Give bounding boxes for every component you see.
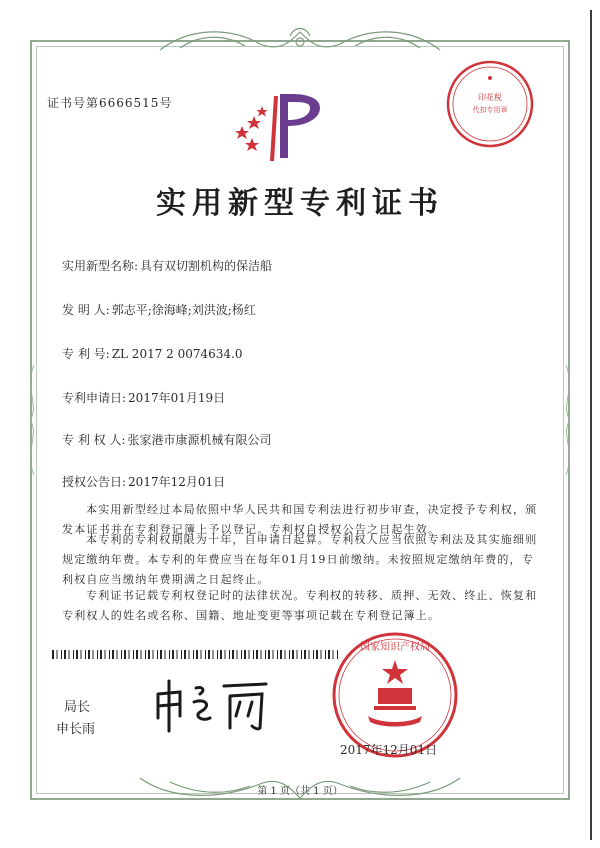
- barcode-bar: [225, 650, 226, 659]
- svg-text:国家知识产权局: 国家知识产权局: [360, 642, 430, 653]
- paragraph-grant: 本实用新型经过本局依照中华人民共和国专利法进行初步审查，决定授予专利权，颁发本证书并在专利登记簿上予以登记。专利权自授权公告之日起生效。: [62, 503, 538, 536]
- barcode-bar: [160, 650, 162, 659]
- barcode-bar: [157, 650, 158, 659]
- barcode-bar: [85, 650, 86, 659]
- barcode-bar: [201, 650, 202, 659]
- barcode-bar: [169, 650, 170, 659]
- barcode-bar: [124, 650, 126, 659]
- barcode-bar: [109, 650, 110, 659]
- certificate-title: 实用新型专利证书: [156, 186, 444, 221]
- barcode-bar: [81, 650, 82, 659]
- svg-text:代扣专用章: 代扣专用章: [472, 106, 508, 114]
- barcode-bar: [61, 650, 62, 659]
- barcode-bar: [217, 650, 218, 659]
- cnipa-logo-icon: [232, 86, 332, 166]
- barcode-bar: [76, 650, 78, 659]
- page-footer: 第 1 页（共 1 页）: [257, 786, 343, 797]
- barcode-bar: [265, 650, 266, 659]
- director-signature: [150, 676, 280, 736]
- agency-seal: [444, 58, 536, 150]
- barcode-bar: [172, 650, 174, 659]
- left-ornament: [22, 360, 42, 480]
- barcode-bar: [117, 650, 118, 659]
- barcode-bar: [244, 650, 246, 659]
- barcode-bar: [301, 650, 302, 659]
- barcode-bar: [220, 650, 222, 659]
- barcode-bar: [105, 650, 106, 659]
- barcode-bar: [184, 650, 186, 659]
- barcode-bar: [229, 650, 230, 659]
- barcode-bar: [153, 650, 154, 659]
- certificate-number: 证书号第6666515号: [47, 96, 173, 110]
- barcode-bar: [213, 650, 214, 659]
- field-patent-number: [62, 345, 243, 362]
- svg-text:印花税: 印花税: [478, 93, 502, 102]
- field-value: 具有双切割机构的保洁船: [140, 259, 273, 273]
- field-value: ZL 2017 2 0074634.0: [111, 347, 243, 361]
- field-patentee: [62, 431, 272, 448]
- paragraph-legal-status: 专利证书记载专利权登记时的法律状况。专利权的转移、质押、无效、终止、恢复和专利权人的姓名或名称、国籍、地址变更等事项记载在专利登记簿上。: [62, 589, 538, 622]
- barcode-bar: [289, 650, 290, 659]
- barcode-bar: [136, 650, 138, 659]
- barcode-bar: [232, 650, 234, 659]
- barcode-bar: [57, 650, 58, 659]
- barcode-bar: [292, 650, 294, 659]
- barcode-bar: [100, 650, 102, 659]
- barcode-bar: [133, 650, 134, 659]
- field-inventors: [62, 301, 256, 318]
- right-ornament: [558, 360, 578, 480]
- field-value: 张家港市康源机械有限公司: [127, 433, 272, 447]
- director-name: 申长雨: [56, 722, 96, 737]
- barcode-bar: [325, 650, 326, 659]
- field-utility-model-name: [62, 257, 272, 274]
- barcode-bar: [256, 650, 258, 659]
- barcode: [52, 650, 340, 659]
- field-value: 2017年01月19日: [128, 391, 226, 405]
- barcode-bar: [196, 650, 198, 659]
- field-grant-date: [62, 473, 225, 490]
- barcode-bar: [241, 650, 242, 659]
- barcode-bar: [177, 650, 178, 659]
- barcode-bar: [304, 650, 306, 659]
- barcode-bar: [97, 650, 98, 659]
- barcode-bar: [121, 650, 122, 659]
- barcode-bar: [313, 650, 314, 659]
- field-application-date: [62, 389, 225, 406]
- barcode-bar: [181, 650, 182, 659]
- barcode-bar: [321, 650, 322, 659]
- scan-edge-line: [590, 10, 592, 840]
- barcode-bar: [316, 650, 318, 659]
- field-label: 发 明 人:: [62, 303, 110, 317]
- field-label: 授权公告日:: [62, 475, 127, 489]
- barcode-bar: [165, 650, 166, 659]
- barcode-bar: [193, 650, 194, 659]
- barcode-bar: [189, 650, 190, 659]
- paragraph-term: 本专利的专利权期限为十年，自申请日起算。专利权人应当依照专利法及其实施细则规定缴纳年费。本专利的年费应当在每年01月19日前缴纳。未按照规定缴纳年费的，专利权自应当缴纳年费期满之日起终止。: [62, 533, 538, 586]
- barcode-bar: [205, 650, 206, 659]
- barcode-bar: [141, 650, 142, 659]
- barcode-bar: [253, 650, 254, 659]
- barcode-bar: [69, 650, 70, 659]
- barcode-bar: [309, 650, 310, 659]
- barcode-bar: [88, 650, 90, 659]
- barcode-bar: [64, 650, 66, 659]
- field-value: 郭志平;徐海峰;刘洪波;杨红: [111, 303, 256, 317]
- seal-date: 2017年12月01日: [340, 743, 438, 757]
- field-label: 专 利 号:: [62, 347, 110, 361]
- barcode-bar: [285, 650, 286, 659]
- barcode-bar: [112, 650, 114, 659]
- field-label: 实用新型名称:: [62, 259, 139, 273]
- barcode-bar: [208, 650, 210, 659]
- field-label: 专利申请日:: [62, 391, 127, 405]
- barcode-bar: [268, 650, 270, 659]
- barcode-bar: [148, 650, 150, 659]
- barcode-bar: [93, 650, 94, 659]
- top-ornament: [150, 22, 450, 56]
- barcode-bar: [73, 650, 74, 659]
- barcode-bar: [145, 650, 146, 659]
- barcode-bar: [277, 650, 278, 659]
- barcode-bar: [249, 650, 250, 659]
- field-value: 2017年12月01日: [128, 475, 226, 489]
- barcode-bar: [297, 650, 298, 659]
- field-label: 专 利 权 人:: [62, 433, 126, 447]
- director-title: 局长: [64, 700, 91, 715]
- barcode-bar: [280, 650, 282, 659]
- barcode-bar: [261, 650, 262, 659]
- barcode-bar: [273, 650, 274, 659]
- barcode-bar: [237, 650, 238, 659]
- barcode-bar: [129, 650, 130, 659]
- barcode-bar: [52, 650, 54, 659]
